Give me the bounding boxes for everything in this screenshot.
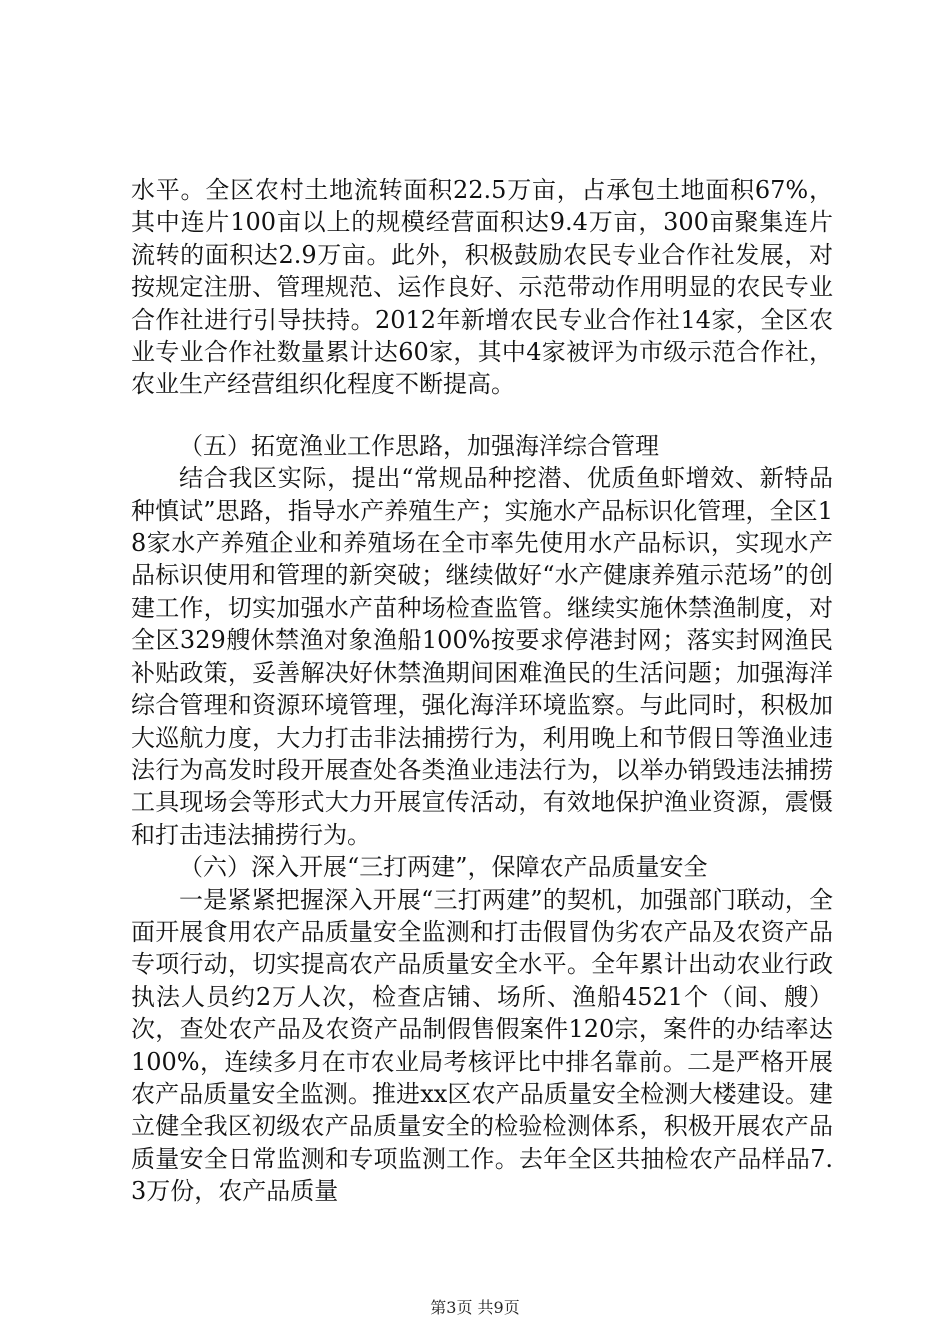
section-heading-fishery: （五）拓宽渔业工作思路，加强海洋综合管理 bbox=[179, 431, 659, 460]
paragraph-fishery: 结合我区实际，提出“常规品种挖潜、优质鱼虾增效、新特品种慎试”思路，指导水产养殖生产；实施水产品标识化管理，全区18家水产养殖企业和养殖场在全市率先使用水产品标识，实现水产品标识使用和管理的新突破；继续做好“水产健康养殖示范场”的创建工作，切实加强水产苗种场检查监管。继续实施休禁渔制度，对全区329艘休禁渔对象渔船100%按要求停港封网；落实封网渔民补贴政策，妥善解决好休禁渔期间困难渔民的生活问题；加强海洋综合管理和资源环境管理，强化海洋环境监察。与此同时，积极加大巡航力度，大力打击非法捕捞行为，利用晚上和节假日等渔业违法行为高发时段开展查处各类渔业违法行为，以举办销毁违法捕捞工具现场会等形式大力开展宣传活动，有效地保护渔业资源，震慑和打击违法捕捞行为。 bbox=[131, 464, 833, 849]
page-footer: 第3页 共9页 bbox=[430, 1298, 520, 1317]
document-body bbox=[131, 174, 833, 1208]
section-heading-quality-safety: （六）深入开展“三打两建”，保障农产品质量安全 bbox=[179, 853, 708, 882]
paragraph-quality-safety: 一是紧紧把握深入开展“三打两建”的契机，加强部门联动，全面开展食用农产品质量安全监测和打击假冒伪劣农产品及农资产品专项行动，切实提高农产品质量安全水平。全年累计出动农业行政执法人员约2万人次，检查店铺、场所、渔船4521个（间、艘）次，查处农产品及农资产品制假售假案件120宗，案件的办结率达100%，连续多月在市农业局考核评比中排名靠前。二是严格开展农产品质量安全监测。推进xx区农产品质量安全检测大楼建设。建立健全我区初级农产品质量安全的检验检测体系，积极开展农产品质量安全日常监测和专项监测工作。去年全区共抽检农产品样品7.3万份，农产品质量 bbox=[131, 885, 833, 1206]
paragraph-land-transfer: 水平。全区农村土地流转面积22.5万亩，占承包土地面积67%，其中连片100亩以上的规模经营面积达9.4万亩，300亩聚集连片流转的面积达2.9万亩。此外，积极鼓励农民专业合作社发展，对按规定注册、管理规范、运作良好、示范带动作用明显的农民专业合作社进行引导扶持。2012年新增农民专业合作社14家，全区农业专业合作社数量累计达60家，其中4家被评为市级示范合作社，农业生产经营组织化程度不断提高。 bbox=[131, 176, 833, 399]
